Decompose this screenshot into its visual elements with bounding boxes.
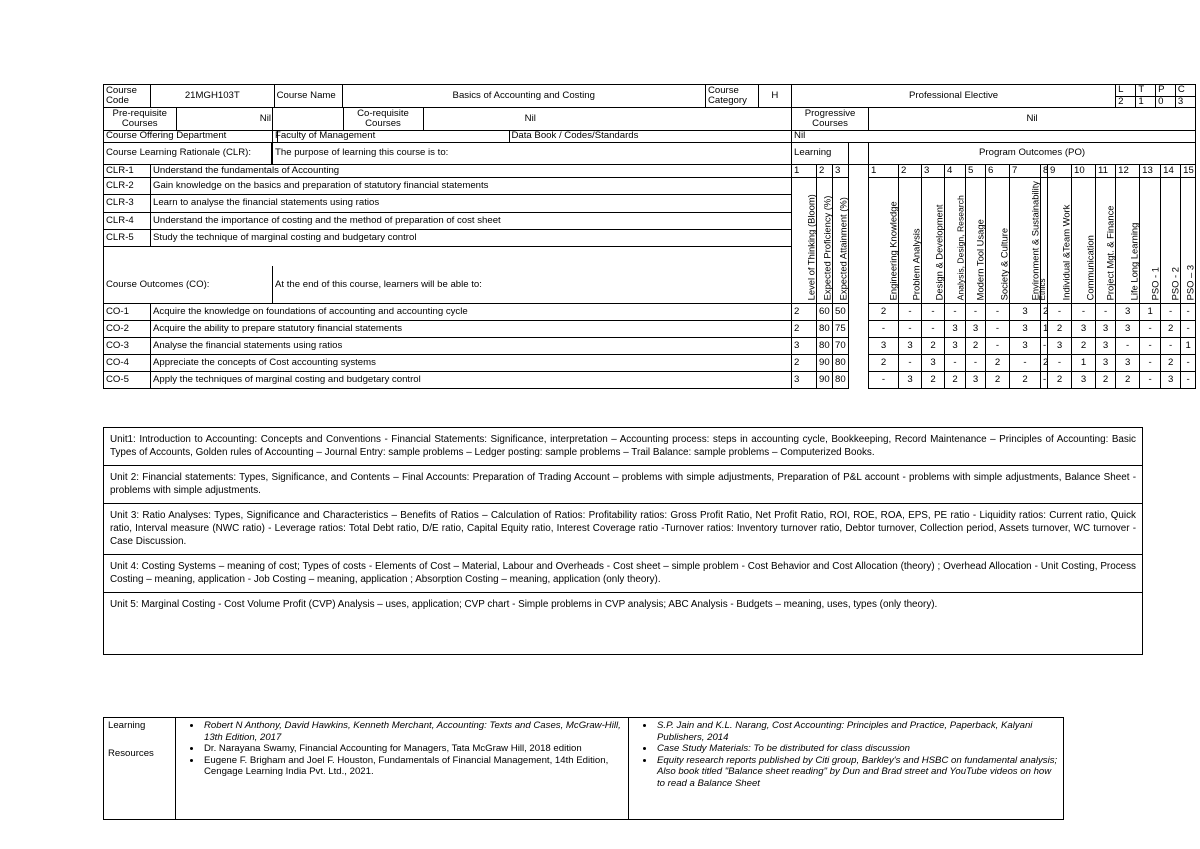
co-po-value: 1: [1140, 304, 1161, 321]
co-po-value: -: [1140, 338, 1161, 355]
clr-rationale-label: Course Learning Rationale (CLR):: [104, 143, 271, 164]
progressive-label: Progressive Courses: [792, 108, 869, 131]
learning-header: Expected Proficiency (%): [817, 178, 833, 304]
po-header: Communication: [1072, 178, 1096, 304]
co-po-value: 3: [1116, 321, 1140, 338]
co-po-value: -: [869, 321, 899, 338]
course-name-label: Course Name: [274, 85, 342, 107]
co-po-value: 3: [1116, 355, 1140, 372]
co-code: CO-1: [104, 304, 151, 321]
co-po-value: 2: [1161, 321, 1181, 338]
co-po-value: -: [1048, 355, 1072, 372]
ltpc-grid: [1116, 85, 1195, 107]
co-po-value: -: [1041, 372, 1048, 389]
co-po-value: 3: [1048, 338, 1072, 355]
co-po-value: -: [1048, 304, 1072, 321]
course-code: 21MGH103T: [151, 85, 274, 107]
co-po-value: -: [1140, 372, 1161, 389]
po-num: 15: [1181, 165, 1196, 178]
resources-label: Learning Resources: [104, 718, 176, 820]
co-learning-value: 80: [817, 321, 833, 338]
co-po-value: 1: [1072, 355, 1096, 372]
co-po-value: -: [1140, 321, 1161, 338]
co-po-value: 2: [922, 338, 945, 355]
po-num: 12: [1116, 165, 1140, 178]
co-po-value: 3: [945, 321, 966, 338]
ltpc-value: 0: [1156, 96, 1176, 107]
header-row: [104, 85, 1196, 108]
clr-code: CLR-2: [104, 178, 151, 195]
learning-num: 2: [817, 165, 833, 178]
prereq-label: Pre-requisite Courses: [104, 108, 176, 130]
co-learning-value: 90: [817, 355, 833, 372]
clr-row: [104, 178, 1196, 195]
po-header: Modern Tool Usage: [966, 178, 986, 304]
prereq-row: [104, 108, 1196, 131]
co-po-value: 3: [1161, 372, 1181, 389]
co-po-value: 2: [1048, 321, 1072, 338]
co-po-value: -: [899, 355, 922, 372]
resources-left: [176, 718, 629, 820]
resource-item: • Dr. Narayana Swamy, Financial Accounting for Managers, Tata McGraw Hill, 2018 edition: [202, 743, 624, 755]
resource-item: • Equity research reports published by Citi group, Barkley's and HSBC on fundamental analysis; Also book titled "Balance sheet reading" by Dun and Brad street and YouTube videos on how to read a Balance Sheet: [655, 755, 1059, 790]
co-po-value: -: [1116, 338, 1140, 355]
co-po-value: 2: [869, 355, 899, 372]
databook-label: Data Book / Codes/Standards: [511, 130, 639, 142]
ltpc-value: 2: [1116, 96, 1136, 107]
co-row: [104, 355, 1196, 372]
resource-item: • Case Study Materials: To be distributed for class discussion: [655, 743, 1059, 755]
clr-header-row: [104, 143, 1196, 165]
co-po-value: 3: [1096, 355, 1116, 372]
clr-code: CLR-3: [104, 195, 151, 212]
co-learning-value: 70: [833, 338, 849, 355]
po-num: 1: [869, 165, 899, 178]
co-intro: At the end of this course, learners will be able to:: [273, 266, 792, 304]
course-name: Basics of Accounting and Costing: [342, 85, 705, 107]
co-po-value: 2: [1072, 338, 1096, 355]
clr-code: CLR-1: [104, 165, 151, 178]
co-po-value: -: [1041, 338, 1048, 355]
po-label: Program Outcomes (PO): [869, 143, 1196, 165]
co-po-value: 3: [899, 372, 922, 389]
co-po-value: -: [945, 355, 966, 372]
po-header: PSO - 2: [1161, 178, 1181, 304]
co-po-value: 3: [899, 338, 922, 355]
learning-num: 1: [792, 165, 817, 178]
co-po-value: 3: [1010, 304, 1041, 321]
co-po-value: -: [1010, 355, 1041, 372]
co-po-value: 1: [1181, 338, 1196, 355]
co-po-value: -: [966, 304, 986, 321]
co-po-value: 3: [945, 338, 966, 355]
co-label: Course Outcomes (CO):: [104, 266, 273, 304]
po-num: 3: [922, 165, 945, 178]
learning-header: Expected Attainment (%): [833, 178, 849, 304]
unit-5: Unit 5: Marginal Costing - Cost Volume Profit (CVP) Analysis – uses, application; CVP chart - Simple problems in CVP analysis; ABC Analysis - Budgets – meaning, uses, types (only theory).: [110, 599, 938, 610]
co-learning-value: 2: [792, 355, 817, 372]
co-po-value: -: [1181, 304, 1196, 321]
co-learning-value: 3: [792, 338, 817, 355]
co-po-value: 3: [1010, 338, 1041, 355]
po-header: Life Long Learning: [1116, 178, 1140, 304]
coreq-value: Nil: [524, 112, 536, 124]
po-num: 8: [1041, 165, 1048, 178]
po-num: 9: [1048, 165, 1072, 178]
coreq-label: Co-requisite Courses: [343, 108, 423, 130]
po-num: 5: [966, 165, 986, 178]
ltpc-label: C: [1175, 85, 1195, 96]
po-header: Analysis, Design, Research: [945, 178, 966, 304]
progressive-value: Nil: [869, 108, 1196, 131]
po-header: Ethics: [1041, 178, 1048, 304]
po-num: 7: [1010, 165, 1041, 178]
po-num: 4: [945, 165, 966, 178]
po-num: 11: [1096, 165, 1116, 178]
po-header: Problem Analysis: [899, 178, 922, 304]
co-po-value: 2: [1161, 355, 1181, 372]
clr-text: Understand the importance of costing and the method of preparation of cost sheet: [151, 212, 792, 229]
co-po-value: 3: [1096, 321, 1116, 338]
co-po-value: 1: [1041, 321, 1048, 338]
co-po-value: -: [1072, 304, 1096, 321]
co-row: [104, 304, 1196, 321]
clr-row: [104, 165, 1196, 178]
databook-value: Nil: [792, 131, 1196, 143]
ltpc-value: 1: [1136, 96, 1156, 107]
resource-item: • Eugene F. Brigham and Joel F. Houston, Fundamentals of Financial Management, 14th Edition, Cengage Learning India Pvt. Ltd., 2021.: [202, 755, 624, 778]
clr-text: Learn to analyse the financial statements using ratios: [151, 195, 792, 212]
co-po-value: 2: [945, 372, 966, 389]
ltpc-label: L: [1116, 85, 1136, 96]
co-po-value: 3: [966, 321, 986, 338]
co-po-value: 3: [922, 355, 945, 372]
co-text: Apply the techniques of marginal costing and budgetary control: [151, 372, 792, 389]
learning-num: 3: [833, 165, 849, 178]
co-learning-value: 80: [833, 372, 849, 389]
course-code-label: Course Code: [104, 85, 151, 108]
co-row: [104, 372, 1196, 389]
offering-dept-label: Course Offering Department: [104, 131, 277, 142]
clr-code: CLR-4: [104, 212, 151, 229]
co-po-value: 3: [1072, 321, 1096, 338]
co-po-value: 2: [986, 372, 1010, 389]
course-category: H: [771, 89, 779, 101]
learning-header: Level of Thinking (Bloom): [792, 178, 817, 304]
clr-text: Gain knowledge on the basics and preparation of statutory financial statements: [151, 178, 792, 195]
co-learning-value: 80: [833, 355, 849, 372]
prereq-value: Nil: [259, 112, 271, 124]
co-po-value: 2: [869, 304, 899, 321]
co-po-value: -: [869, 372, 899, 389]
ltpc-label: P: [1156, 85, 1176, 96]
co-po-value: -: [1181, 321, 1196, 338]
resource-item: • Robert N Anthony, David Hawkins, Kenneth Merchant, Accounting: Texts and Cases, McGraw-Hill, 13th Edition, 2017: [202, 720, 624, 743]
course-category-label: Course Category: [705, 85, 758, 107]
po-header: PSO - 1: [1140, 178, 1161, 304]
co-po-value: 3: [1072, 372, 1096, 389]
po-header: Individual &Team Work: [1048, 178, 1072, 304]
po-num: 2: [899, 165, 922, 178]
co-po-value: -: [986, 304, 1010, 321]
po-header: Project Mgt. & Finance: [1096, 178, 1116, 304]
co-po-value: 2: [1048, 372, 1072, 389]
clr-text: Understand the fundamentals of Accounting: [151, 165, 792, 178]
co-po-value: 2: [966, 338, 986, 355]
unit-2: Unit 2: Financial statements: Types, Significance, and Contents – Final Accounts: Preparation of Trading Account – problems with simple adjustments, Preparation of P&L account - problems with simple adjustments, Balance Sheet - problems with simple adjustments.: [104, 466, 1142, 504]
po-header: Society & Culture: [986, 178, 1010, 304]
co-learning-value: 50: [833, 304, 849, 321]
learning-label: Learning: [792, 143, 849, 165]
course-table: [103, 84, 1196, 389]
co-po-value: 2: [1096, 372, 1116, 389]
co-po-value: 3: [869, 338, 899, 355]
unit-1: Unit1: Introduction to Accounting: Concepts and Conventions - Financial Statements: Significance, interpretation – Accounting process: steps in accounting cycle, Bookkeeping, Record Maintenance – Principles of Accounting: Basic Types of Accounts, Golden rules of Accounting – Journal Entry: sample problems – Ledger posting: sample problems – Trail Balance: sample problems – Computerized Books.: [104, 428, 1142, 466]
co-po-value: 3: [966, 372, 986, 389]
co-code: CO-3: [104, 338, 151, 355]
co-po-value: -: [1181, 355, 1196, 372]
clr-text: Study the technique of marginal costing and budgetary control: [151, 229, 792, 246]
co-row: [104, 321, 1196, 338]
po-num: 14: [1161, 165, 1181, 178]
co-po-value: -: [922, 321, 945, 338]
po-num: 13: [1140, 165, 1161, 178]
co-learning-value: 75: [833, 321, 849, 338]
offering-row: [104, 131, 1196, 143]
co-po-value: -: [899, 321, 922, 338]
co-po-value: -: [1181, 372, 1196, 389]
co-po-value: 2: [1041, 304, 1048, 321]
learning-resources: [103, 717, 1064, 820]
po-num: 10: [1072, 165, 1096, 178]
co-po-value: 3: [1010, 321, 1041, 338]
co-learning-value: 2: [792, 304, 817, 321]
po-header: Engineering Knowledge: [869, 178, 899, 304]
co-row: [104, 338, 1196, 355]
co-code: CO-4: [104, 355, 151, 372]
clr-purpose: The purpose of learning this course is to:: [273, 143, 792, 165]
units-box: [103, 427, 1143, 655]
co-learning-value: 3: [792, 372, 817, 389]
ltpc-label: T: [1136, 85, 1156, 96]
po-header: PSO – 3: [1181, 178, 1196, 304]
po-num: 6: [986, 165, 1010, 178]
po-header: Environment & Sustainability: [1010, 178, 1041, 304]
co-po-value: 3: [1096, 338, 1116, 355]
co-text: Analyse the financial statements using ratios: [151, 338, 792, 355]
co-po-value: -: [1140, 355, 1161, 372]
co-po-value: -: [899, 304, 922, 321]
co-po-value: -: [986, 321, 1010, 338]
co-learning-value: 2: [792, 321, 817, 338]
co-learning-value: 80: [817, 338, 833, 355]
co-po-value: 2: [986, 355, 1010, 372]
course-type: Professional Elective: [792, 85, 1116, 108]
co-po-value: -: [945, 304, 966, 321]
co-po-value: -: [1161, 338, 1181, 355]
co-po-value: -: [1096, 304, 1116, 321]
clr-code: CLR-5: [104, 229, 151, 246]
unit-3: Unit 3: Ratio Analyses: Types, Significance and Characteristics – Benefits of Ratios – Calculation of Ratios: Profitability ratios: Gross Profit Ratio, Net Profit Ratio, ROI, ROE, ROA, EPS, PE ratio - Liquidity ratios: Current ratio, Quick ratio, Interval measure (NWC ratio) - Leverage ratios: Total Debt ratio, D/E ratio, Capital Equity ratio, Interest Coverage ratio -Turnover ratios: Inventory turnover ratio, Debtor turnover, Collection period, Assets turnover, WC turnover - Case Discussion.: [104, 504, 1142, 555]
co-po-value: 3: [1116, 304, 1140, 321]
co-po-value: 2: [922, 372, 945, 389]
ltpc-value: 3: [1177, 95, 1184, 107]
co-po-value: 2: [1041, 355, 1048, 372]
po-header: Design & Development: [922, 178, 945, 304]
offering-dept: Faculty of Management: [273, 131, 509, 142]
co-text: Acquire the knowledge on foundations of accounting and accounting cycle: [151, 304, 792, 321]
resources-right: [629, 718, 1064, 820]
co-code: CO-2: [104, 321, 151, 338]
resource-item: • S.P. Jain and K.L. Narang, Cost Accounting: Principles and Practice, Paperback, Kalyani Publishers, 2014: [655, 720, 1059, 743]
unit-4: Unit 4: Costing Systems – meaning of cost; Types of costs - Elements of Cost – Material, Labour and Overheads - Cost sheet – simple problem - Cost Behavior and Cost Allocation (theory) ; Overhead Allocation - Unit Costing, Process Costing – meaning, application - Job Costing – meaning, application ; Absorption Costing – meaning, application (only theory).: [104, 555, 1142, 593]
co-po-value: 2: [1010, 372, 1041, 389]
co-learning-value: 60: [817, 304, 833, 321]
co-po-value: 2: [1116, 372, 1140, 389]
co-po-value: -: [966, 355, 986, 372]
co-po-value: -: [986, 338, 1010, 355]
co-learning-value: 90: [817, 372, 833, 389]
co-text: Acquire the ability to prepare statutory financial statements: [151, 321, 792, 338]
co-po-value: -: [922, 304, 945, 321]
co-code: CO-5: [104, 372, 151, 389]
co-text: Appreciate the concepts of Cost accounting systems: [151, 355, 792, 372]
co-po-value: -: [1161, 304, 1181, 321]
